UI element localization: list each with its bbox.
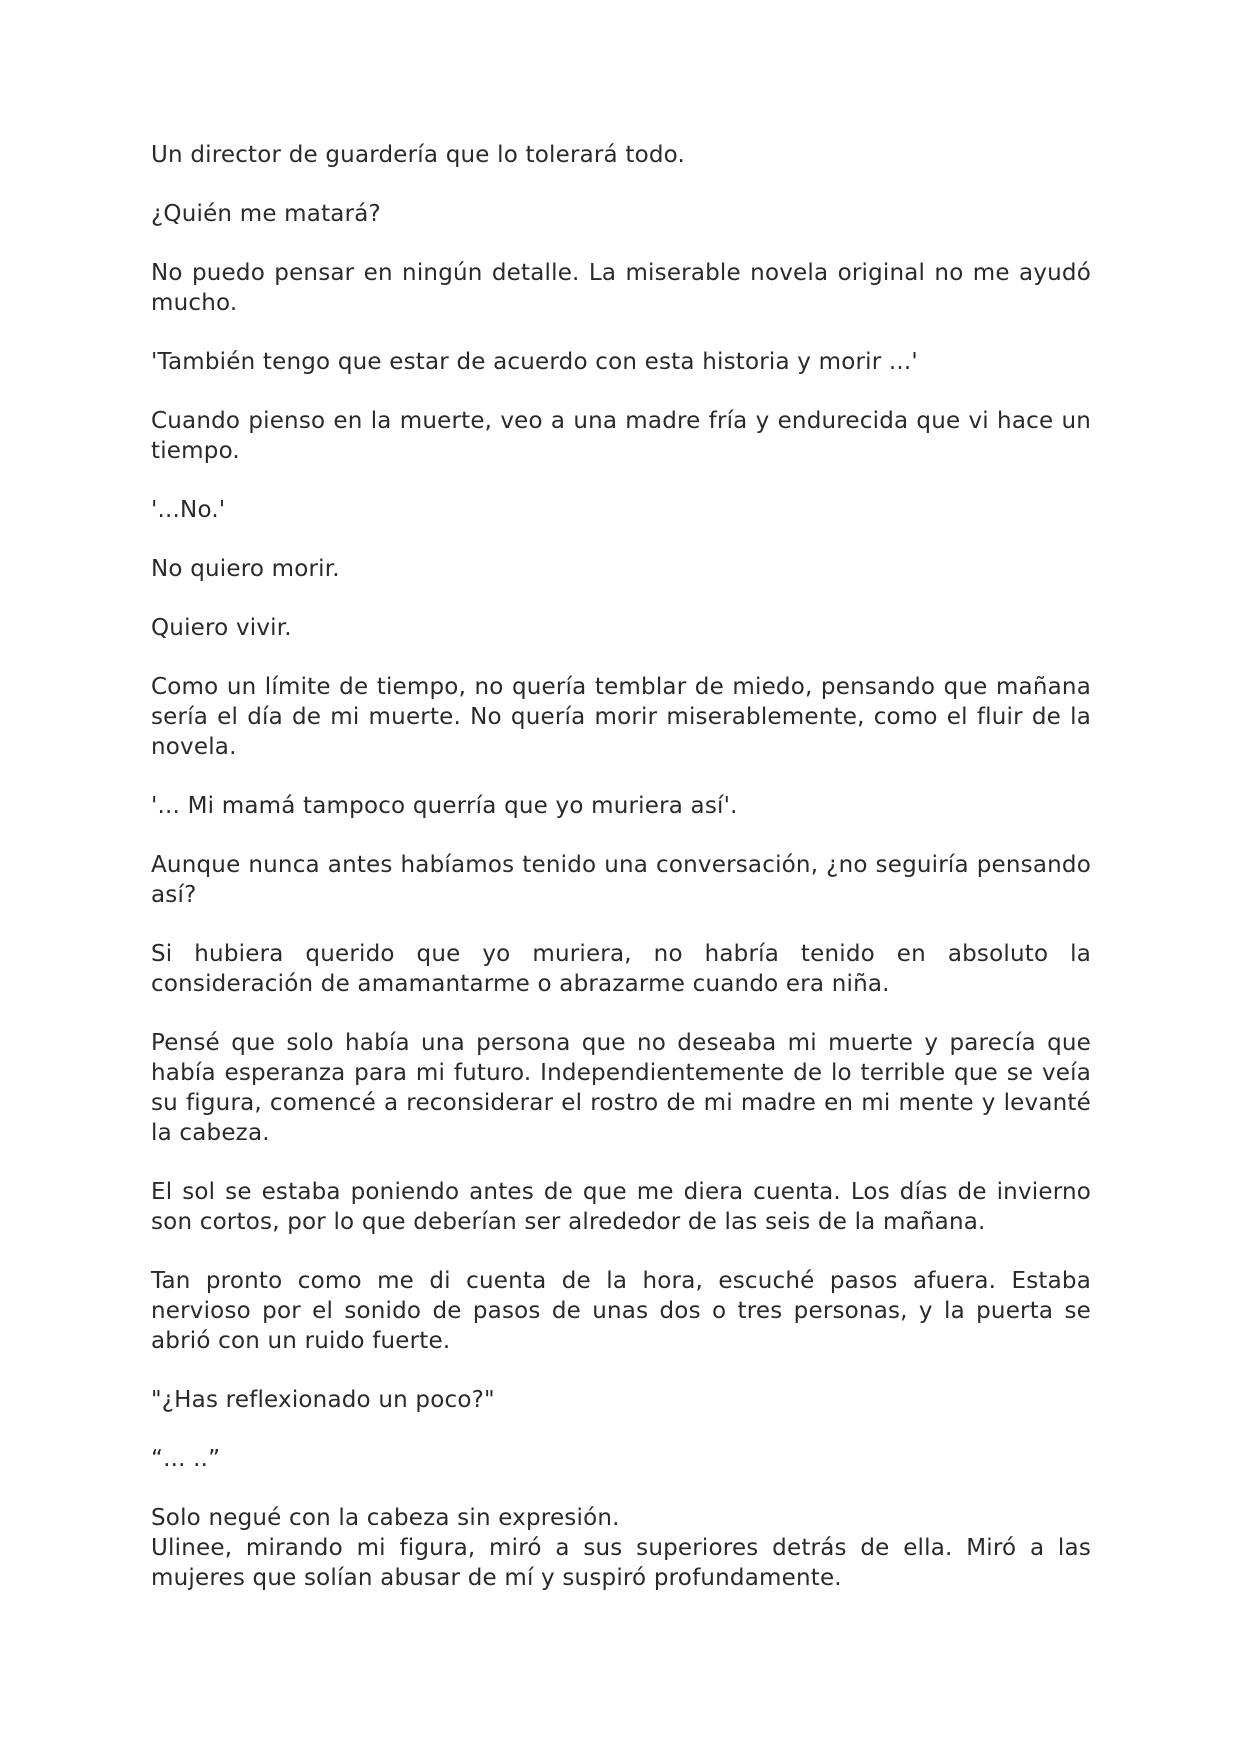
paragraph: '...No.' (151, 497, 226, 523)
paragraph: Pensé que solo había una persona que no deseaba mi muerte y parecía que había esperanza para mi futuro. Independientemente de lo terrible que se veía su figura, comencé a reconsiderar el rostro de mi madre en mi mente y levanté la cabeza. (151, 1030, 1091, 1146)
document-page (151, 140, 1091, 1622)
paragraph: Ulinee, mirando mi figura, miró a sus superiores detrás de ella. Miró a las mujeres que solían abusar de mí y suspiró profundamente. (151, 1535, 1091, 1591)
paragraph: '... Mi mamá tampoco querría que yo muriera así'. (151, 793, 738, 819)
paragraph: El sol se estaba poniendo antes de que me diera cuenta. Los días de invierno son cortos, por lo que deberían ser alrededor de las seis de la mañana. (151, 1179, 1091, 1235)
paragraph: Un director de guardería que lo tolerará todo. (151, 142, 686, 168)
paragraph: “... ..” (151, 1446, 221, 1472)
paragraph: No quiero morir. (151, 556, 340, 582)
paragraph: Quiero vivir. (151, 615, 292, 641)
paragraph: No puedo pensar en ningún detalle. La miserable novela original no me ayudó mucho. (151, 260, 1091, 316)
paragraph: "¿Has reflexionado un poco?" (151, 1387, 495, 1413)
paragraph: 'También tengo que estar de acuerdo con esta historia y morir ...' (151, 349, 918, 375)
paragraph: Si hubiera querido que yo muriera, no habría tenido en absoluto la consideración de amamantarme o abrazarme cuando era niña. (151, 941, 1091, 997)
paragraph: Cuando pienso en la muerte, veo a una madre fría y endurecida que vi hace un tiempo. (151, 408, 1091, 464)
paragraph: Solo negué con la cabeza sin expresión. (151, 1505, 620, 1531)
paragraph: ¿Quién me matará? (151, 201, 381, 227)
paragraph: Tan pronto como me di cuenta de la hora, escuché pasos afuera. Estaba nervioso por el sonido de pasos de unas dos o tres personas, y la puerta se abrió con un ruido fuerte. (151, 1268, 1091, 1354)
paragraph: Como un límite de tiempo, no quería temblar de miedo, pensando que mañana sería el día de mi muerte. No quería morir miserablemente, como el fluir de la novela. (151, 674, 1091, 760)
paragraph: Aunque nunca antes habíamos tenido una conversación, ¿no seguiría pensando así? (151, 852, 1091, 908)
